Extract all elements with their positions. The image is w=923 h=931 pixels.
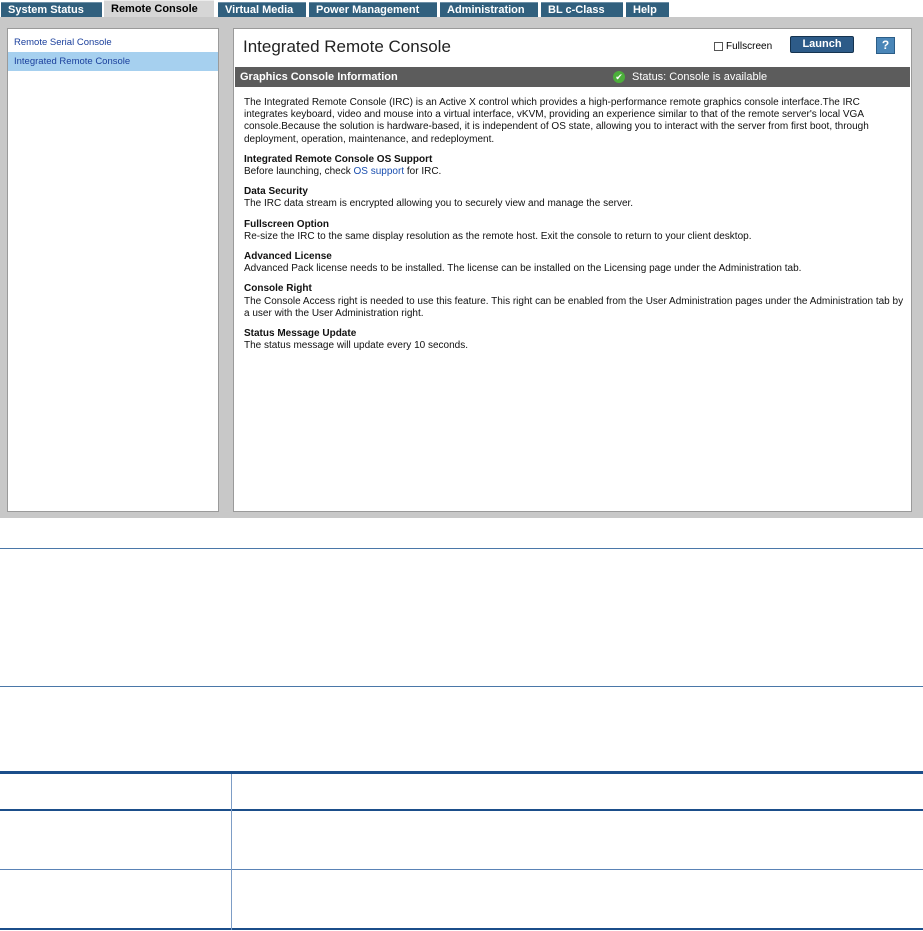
sidebar-item-integrated-remote-console[interactable]: Integrated Remote Console xyxy=(8,52,218,71)
section-heading: Data Security xyxy=(244,186,308,198)
section-body: Advanced Pack license needs to be installed. The license can be installed on the Licensing page under the Administration tab. xyxy=(244,263,802,275)
tab-remote-console[interactable]: Remote Console xyxy=(104,0,214,17)
section-body: The IRC data stream is encrypted allowing you to securely view and manage the server. xyxy=(244,198,634,210)
info-section xyxy=(244,186,904,210)
table-bottom-border xyxy=(0,928,923,930)
table-header-separator xyxy=(0,809,923,811)
divider xyxy=(0,548,923,549)
section-body: for IRC. xyxy=(404,166,442,178)
sidebar-item-remote-serial-console[interactable]: Remote Serial Console xyxy=(14,37,112,48)
section-header xyxy=(235,67,910,87)
page-title: Integrated Remote Console xyxy=(243,37,451,56)
os-support-link[interactable]: OS support xyxy=(353,166,405,178)
help-button[interactable]: ? xyxy=(876,37,895,54)
tab-bar xyxy=(0,0,923,17)
console-info xyxy=(244,97,904,360)
tab-administration[interactable]: Administration xyxy=(440,2,538,17)
checkmark-icon: ✔ xyxy=(613,71,625,83)
main-panel xyxy=(233,28,912,512)
table-row-separator xyxy=(0,869,923,870)
status-text: Status: Console is available xyxy=(632,71,768,83)
fullscreen-checkbox[interactable] xyxy=(714,42,723,51)
fullscreen-label: Fullscreen xyxy=(726,41,773,52)
fullscreen-option[interactable] xyxy=(714,41,772,52)
section-heading: Console Right xyxy=(244,283,312,295)
info-section xyxy=(244,283,904,320)
section-body: The Console Access right is needed to use this feature. This right can be enabled from the User Administration pages under the Administration tab by a user with the User Administration right. xyxy=(244,295,904,319)
console-frame xyxy=(0,17,923,518)
section-title: Graphics Console Information xyxy=(240,71,398,83)
tab-system-status[interactable]: System Status xyxy=(1,2,102,17)
section-body: The status message will update every 10 seconds. xyxy=(244,340,469,352)
tab-virtual-media[interactable]: Virtual Media xyxy=(218,2,306,17)
tab-power-management[interactable]: Power Management xyxy=(309,2,437,17)
info-section xyxy=(244,219,904,243)
section-heading: Integrated Remote Console OS Support xyxy=(244,153,433,165)
info-section xyxy=(244,328,904,352)
section-body: Re-size the IRC to the same display resolution as the remote host. Exit the console to return to your client desktop. xyxy=(244,230,752,242)
info-section xyxy=(244,251,904,275)
launch-button[interactable]: Launch xyxy=(790,36,854,53)
tab-help[interactable]: Help xyxy=(626,2,669,17)
intro-paragraph: The Integrated Remote Console (IRC) is an Active X control which provides a high-performance remote graphics console interface.The IRC integrates keyboard, video and mouse into a virtual interface, vKVM, providing an experience similar to that of the remote server's local VGA console.Because the solution is hardware-based, it is independent of OS state, allowing you to interact with the server from first boot, through deployment, operation, maintenance, and redeployment. xyxy=(244,97,869,145)
console-status xyxy=(613,67,767,87)
info-section xyxy=(244,154,904,178)
section-heading: Fullscreen Option xyxy=(244,218,330,230)
table-top-border xyxy=(0,771,923,774)
tab-bl-c-class[interactable]: BL c-Class xyxy=(541,2,623,17)
divider xyxy=(0,686,923,687)
section-heading: Status Message Update xyxy=(244,328,357,340)
table-column-divider xyxy=(231,774,232,930)
section-body: Before launching, check xyxy=(244,166,354,178)
sidebar xyxy=(7,28,219,512)
section-heading: Advanced License xyxy=(244,251,332,263)
